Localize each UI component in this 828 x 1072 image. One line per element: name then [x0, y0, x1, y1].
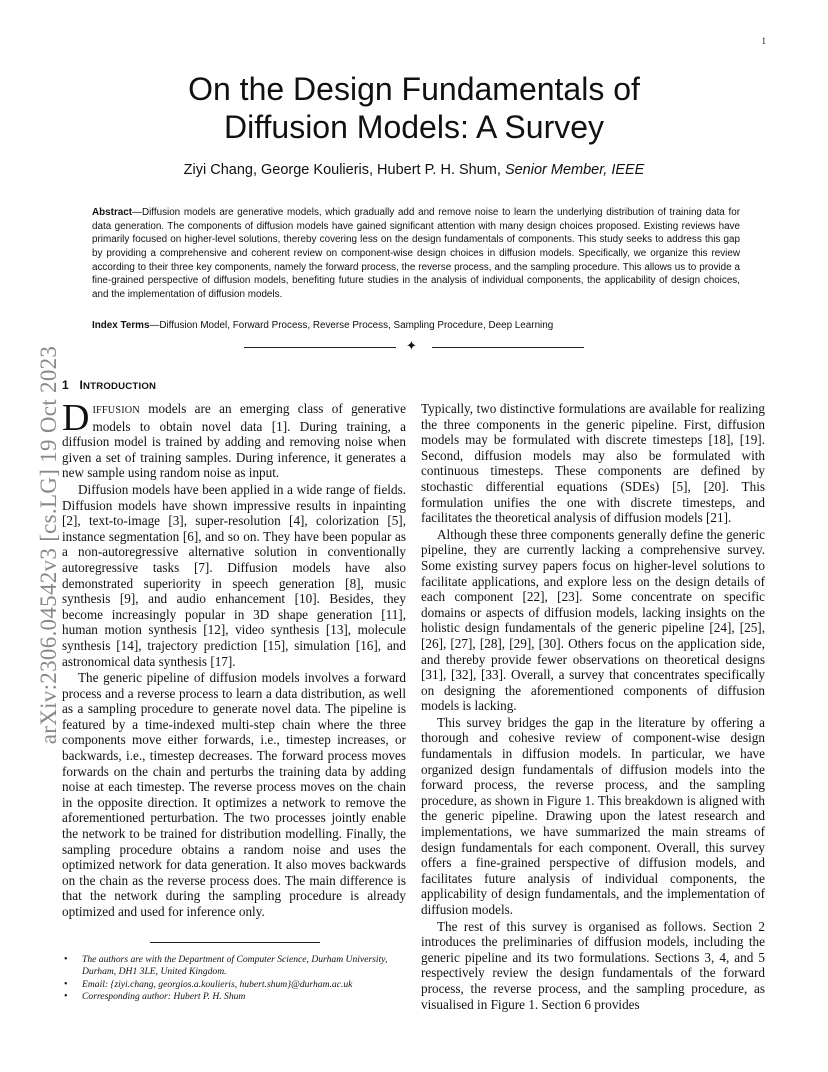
index-terms-label: Index Terms [92, 320, 150, 331]
paper-title [0, 70, 828, 146]
abstract-text: —Diffusion models are generative models, which gradually add and remove noise to learn the underlying distribution of training data for data generation. The components of diffusion models have gained significant attention with many design choices proposed. Existing reviews have primarily focused on higher-level solutions, thereby covering less on the design fundamentals of components. This study seeks to address this gap by providing a comprehensive and coherent review on component-wise design choices in diffusion models. Specifically, we organize this review according to their three key components, namely the forward process, the reverse process, and the sampling procedure. This allows us to provide a fine-grained perspective of diffusion models, benefiting future studies in the analysis of individual components, the applicability of design choices, and the implementation of diffusion models. [92, 207, 740, 300]
abstract [92, 206, 740, 302]
paragraph-text: models are an emerging class of generative models to obtain novel data [1]. During training, a diffusion model is trained by adding and removing noise when given a set of training samples. During inference, it generates a new sample using random noise as input. [62, 401, 406, 481]
title-line-2: Diffusion Models: A Survey [223, 109, 605, 145]
separator-line-right [432, 347, 584, 348]
author-names: Ziyi Chang, George Koulieris, Hubert P. H. Shum, [183, 162, 501, 178]
footnote-corresponding-author: • Corresponding author: Hubert P. H. Shum [62, 991, 406, 1003]
section-separator [244, 340, 584, 356]
section-title-initial: I [79, 378, 84, 392]
footnote-email: • Email: {ziyi.chang, georgios.a.koulieris, hubert.shum}@durham.ac.uk [62, 979, 406, 991]
footnote-affiliation: • The authors are with the Department of Computer Science, Durham University, Durham, DH1 3LE, United Kingdom. [62, 954, 406, 978]
drop-cap-continuation: IFFUSION [92, 405, 140, 416]
footnote-rule [150, 942, 320, 943]
abstract-label: Abstract [92, 207, 133, 218]
section-title-rest: NTRODUCTION [83, 381, 157, 392]
author-membership: Senior Member, IEEE [504, 162, 645, 178]
left-column [62, 397, 406, 921]
index-terms-text: —Diffusion Model, Forward Process, Reverse Process, Sampling Procedure, Deep Learning [149, 320, 554, 331]
intro-paragraph-7: The rest of this survey is organised as follows. Section 2 introduces the preliminaries of diffusion models, including the generic pipeline and its two formulations. Sections 3, 4, and 5 respectively review the design fundamentals of the forward process, the reverse process, and the sampling procedure, as visualised in Figure 1. Section 6 provides [421, 918, 765, 1012]
arxiv-identifier: arXiv:2306.04542v3 [cs.LG] 19 Oct 2023 [36, 345, 61, 745]
section-heading-introduction [62, 378, 156, 392]
index-terms [92, 319, 740, 333]
section-number: 1 [62, 378, 69, 392]
intro-paragraph-6: This survey bridges the gap in the literature by offering a thorough and cohesive review of component-wise design fundamentals in diffusion models. In particular, we have organized design fundamentals of diffusion models into the forward process, the reverse process, and the sampling procedure, as shown in Figure 1. This breakdown is aligned with the generic pipeline. Drawing upon the latest research and implementations, we have summarized the main streams of design fundamentals for each component. Overall, this survey offers a fine-grained perspective of diffusion models, and facilitates future analysis of individual components, the applicability of design fundamentals, and the implementation of diffusion models. [421, 714, 765, 917]
drop-cap: D [62, 397, 90, 439]
author-list [0, 162, 828, 178]
separator-star-icon: ✦ [406, 338, 417, 353]
intro-paragraph-2: Diffusion models have been applied in a wide range of fields. Diffusion models have shown impressive results in inpainting [2], text-to-image [3], super-resolution [4], colorization [5], instance segmentation [6], and so on. They have been popular as a non-autoregressive alternative solution in conventionally autoregressive tasks [7]. Diffusion models have also demonstrated superiority in speech generation [8], music synthesis [9], and audio enhancement [10]. Besides, they become increasingly popular in 3D shape generation [11], human motion synthesis [12], video synthesis [13], molecule synthesis [14], trajectory prediction [15], simulation [16], and astronomical data synthesis [17]. [62, 481, 406, 669]
page-number: 1 [761, 36, 766, 46]
intro-paragraph-4: Typically, two distinctive formulations are available for realizing the three components in the generic pipeline. First, diffusion models may be formulated with discrete timesteps [18], [19]. Second, diffusion models may also be formulated with continuous timesteps. These components are defined by stochastic differential equations (SDEs) [5], [20]. This formulation unifies the one with discrete timesteps, and facilitates the theoretical analysis of diffusion models [21]. [421, 401, 765, 526]
intro-paragraph-3: The generic pipeline of diffusion models involves a forward process and a reverse process to learn a data distribution, as well as a sampling procedure to generate novel data. The pipeline is featured by a time-indexed multi-step chain where the three components move either forwards, i.e., timestep increases, or backwards, i.e., timestep decreases. The forward process moves forwards on the chain and perturbs the training data by adding noise at each timestep. The reverse process moves on the chain in the opposite direction. It optimizes a network to remove the aforementioned perturbation. The two processes jointly enable the network to be trained for distribution modelling. Finally, the sampling procedure obtains a random noise and uses the optimized network for data generation. It also moves backwards on the chain as the reverse process does. The main difference is that the network during the sampling procedure is already optimized and used for inference only. [62, 670, 406, 919]
intro-paragraph-5: Although these three components generally define the generic pipeline, they are currently lacking a comprehensive survey. Some existing survey papers focus on higher-level solutions to facilitate applications, and explore less on the design details of each component [22], [23]. Some concentrate on specific domains or aspects of diffusion models, lacking insights on the holistic design fundamentals of the generic pipeline [24], [25], [26], [27], [28], [29], [30]. Others focus on the application side, and thereby provide fewer observations on theoretical designs [31], [32], [33]. Overall, a survey that concentrates specifically on designing the aforementioned components of diffusion models is lacking. [421, 526, 765, 714]
intro-paragraph-1 [62, 397, 406, 481]
right-column [421, 401, 765, 1013]
title-line-1: On the Design Fundamentals of [188, 71, 640, 107]
separator-line-left [244, 347, 396, 348]
footnotes [62, 954, 406, 1004]
